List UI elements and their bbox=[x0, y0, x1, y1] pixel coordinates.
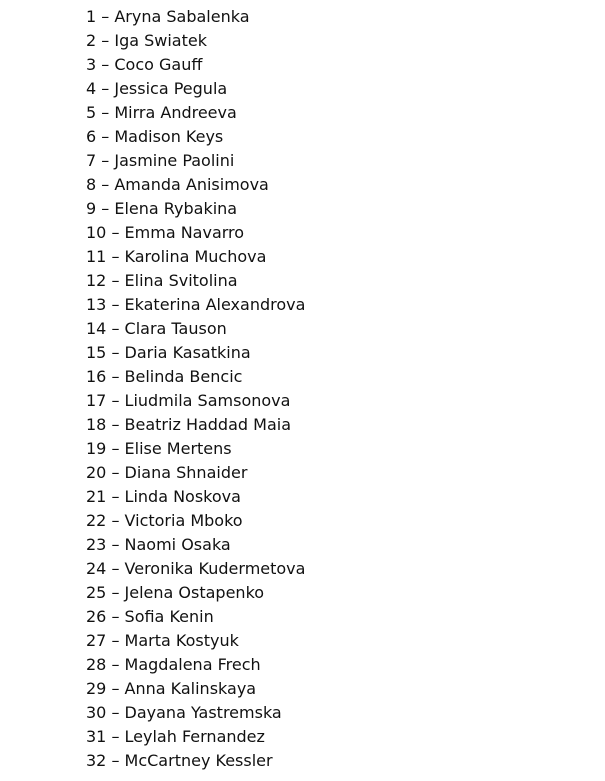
ranking-item: 10 – Emma Navarro bbox=[86, 223, 245, 242]
ranking-item: 14 – Clara Tauson bbox=[86, 319, 227, 338]
ranking-item: 8 – Amanda Anisimova bbox=[86, 175, 269, 194]
ranking-item: 28 – Magdalena Frech bbox=[86, 655, 261, 674]
ranking-item: 25 – Jelena Ostapenko bbox=[86, 583, 265, 602]
ranking-item: 7 – Jasmine Paolini bbox=[86, 151, 235, 170]
ranking-item: 26 – Sofia Kenin bbox=[86, 607, 214, 626]
ranking-item: 12 – Elina Svitolina bbox=[86, 271, 238, 290]
ranking-item: 19 – Elise Mertens bbox=[86, 439, 232, 458]
ranking-item: 17 – Liudmila Samsonova bbox=[86, 391, 291, 410]
ranking-item: 21 – Linda Noskova bbox=[86, 487, 241, 506]
ranking-item: 15 – Daria Kasatkina bbox=[86, 343, 251, 362]
ranking-item: 20 – Diana Shnaider bbox=[86, 463, 248, 482]
ranking-list bbox=[86, 5, 305, 773]
ranking-item: 24 – Veronika Kudermetova bbox=[86, 559, 306, 578]
ranking-item: 1 – Aryna Sabalenka bbox=[86, 7, 250, 26]
ranking-item: 18 – Beatriz Haddad Maia bbox=[86, 415, 291, 434]
ranking-item: 30 – Dayana Yastremska bbox=[86, 703, 282, 722]
ranking-item: 9 – Elena Rybakina bbox=[86, 199, 238, 218]
ranking-item: 13 – Ekaterina Alexandrova bbox=[86, 295, 306, 314]
ranking-item: 2 – Iga Swiatek bbox=[86, 31, 207, 50]
ranking-item: 27 – Marta Kostyuk bbox=[86, 631, 239, 650]
ranking-item: 16 – Belinda Bencic bbox=[86, 367, 243, 386]
ranking-item: 31 – Leylah Fernandez bbox=[86, 727, 265, 746]
ranking-item: 23 – Naomi Osaka bbox=[86, 535, 231, 554]
ranking-item: 4 – Jessica Pegula bbox=[86, 79, 228, 98]
ranking-item: 29 – Anna Kalinskaya bbox=[86, 679, 257, 698]
ranking-item: 5 – Mirra Andreeva bbox=[86, 103, 237, 122]
ranking-item: 11 – Karolina Muchova bbox=[86, 247, 267, 266]
ranking-item: 6 – Madison Keys bbox=[86, 127, 224, 146]
ranking-item: 32 – McCartney Kessler bbox=[86, 751, 273, 770]
ranking-item: 3 – Coco Gauff bbox=[86, 55, 203, 74]
ranking-item: 22 – Victoria Mboko bbox=[86, 511, 243, 530]
